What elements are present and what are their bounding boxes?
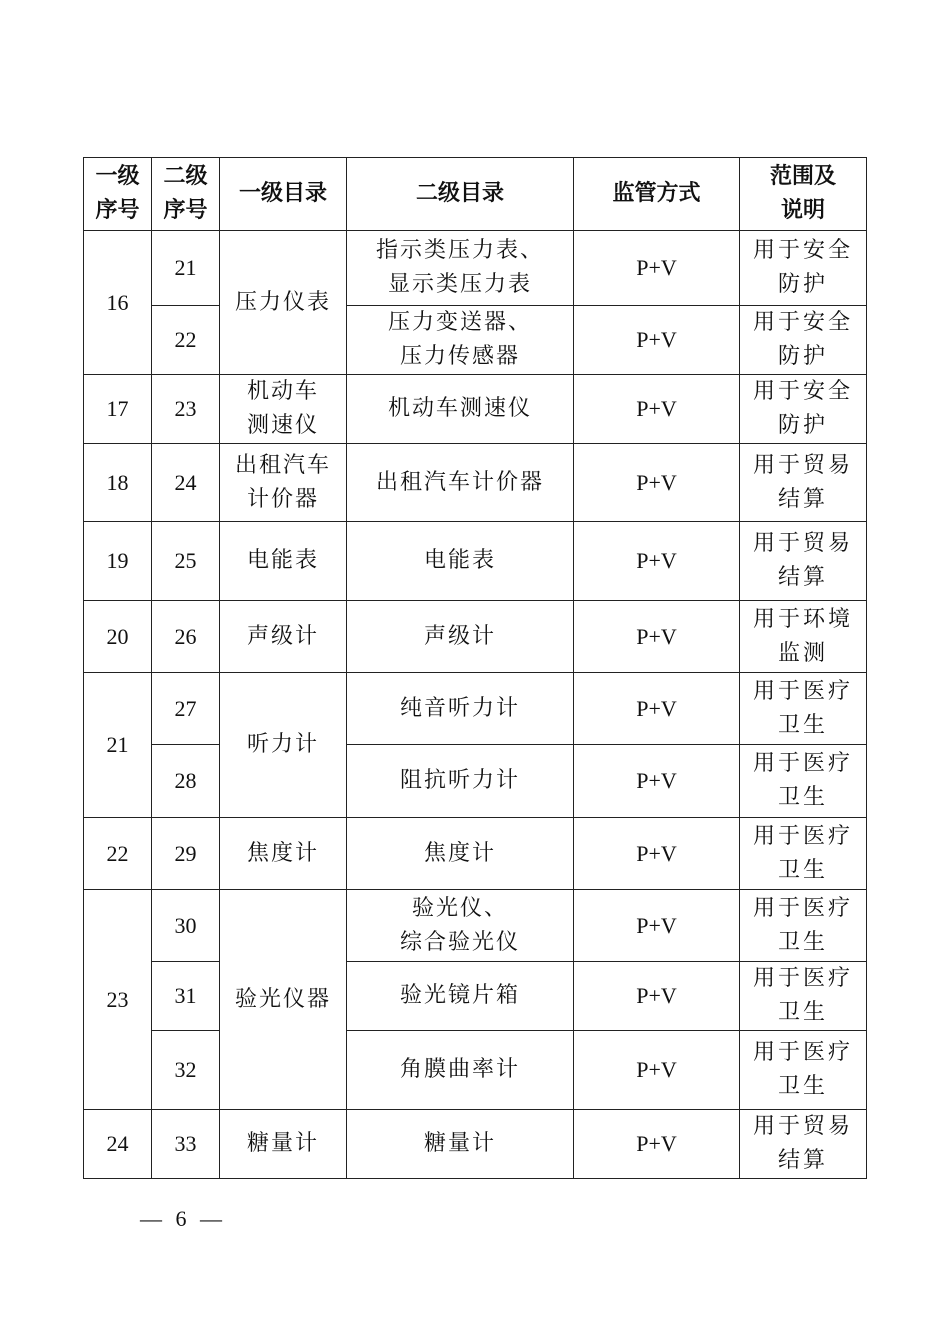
level1-no-cell: 22 — [84, 818, 152, 890]
supervision-cell: P+V — [574, 444, 740, 522]
level2-no-cell: 32 — [152, 1031, 220, 1110]
level1-no-cell: 16 — [84, 231, 152, 375]
table-row — [84, 601, 867, 673]
supervision-cell: P+V — [574, 673, 740, 745]
level1-no-cell: 17 — [84, 375, 152, 444]
supervision-cell: P+V — [574, 375, 740, 444]
header-supervision: 监管方式 — [574, 158, 740, 231]
scope-cell: 用于贸易 结算 — [740, 444, 867, 522]
supervision-cell: P+V — [574, 745, 740, 818]
table-row — [84, 818, 867, 890]
level1-catalog-cell: 验光仪器 — [220, 890, 347, 1110]
level1-no-cell: 23 — [84, 890, 152, 1110]
catalog-body — [84, 231, 867, 1179]
supervision-cell: P+V — [574, 231, 740, 306]
level1-catalog-cell: 焦度计 — [220, 818, 347, 890]
level1-catalog-cell: 机动车 测速仪 — [220, 375, 347, 444]
level2-catalog-cell: 机动车测速仪 — [347, 375, 574, 444]
header-level1-catalog: 一级目录 — [220, 158, 347, 231]
table-row — [84, 962, 867, 1031]
table-row — [84, 745, 867, 818]
table-row — [84, 673, 867, 745]
page-number: — 6 — — [140, 1206, 226, 1231]
scope-cell: 用于医疗 卫生 — [740, 745, 867, 818]
scope-cell: 用于医疗 卫生 — [740, 962, 867, 1031]
level2-no-cell: 31 — [152, 962, 220, 1031]
level1-no-cell: 24 — [84, 1110, 152, 1179]
supervision-cell: P+V — [574, 601, 740, 673]
table-row — [84, 231, 867, 306]
scope-cell: 用于医疗 卫生 — [740, 673, 867, 745]
supervision-cell: P+V — [574, 890, 740, 962]
level1-no-cell: 20 — [84, 601, 152, 673]
level2-no-cell: 30 — [152, 890, 220, 962]
level2-catalog-cell: 焦度计 — [347, 818, 574, 890]
header-level2-catalog: 二级目录 — [347, 158, 574, 231]
level2-catalog-cell: 验光镜片箱 — [347, 962, 574, 1031]
table-row — [84, 375, 867, 444]
table-row — [84, 306, 867, 375]
level2-catalog-cell: 电能表 — [347, 522, 574, 601]
scope-cell: 用于贸易 结算 — [740, 1110, 867, 1179]
supervision-cell: P+V — [574, 962, 740, 1031]
level2-no-cell: 33 — [152, 1110, 220, 1179]
level2-no-cell: 21 — [152, 231, 220, 306]
table-row — [84, 444, 867, 522]
header-row — [84, 158, 867, 231]
level1-catalog-cell: 压力仪表 — [220, 231, 347, 375]
level2-catalog-cell: 阻抗听力计 — [347, 745, 574, 818]
table-row — [84, 1031, 867, 1110]
catalog-table — [83, 157, 867, 1179]
level2-catalog-cell: 声级计 — [347, 601, 574, 673]
level2-no-cell: 23 — [152, 375, 220, 444]
level1-no-cell: 19 — [84, 522, 152, 601]
level2-catalog-cell: 出租汽车计价器 — [347, 444, 574, 522]
header-level1-no: 一级 序号 — [84, 158, 152, 231]
scope-cell: 用于医疗 卫生 — [740, 818, 867, 890]
level2-no-cell: 25 — [152, 522, 220, 601]
level2-no-cell: 22 — [152, 306, 220, 375]
table-row — [84, 522, 867, 601]
table-row — [84, 890, 867, 962]
level2-catalog-cell: 糖量计 — [347, 1110, 574, 1179]
scope-cell: 用于医疗 卫生 — [740, 890, 867, 962]
level2-no-cell: 26 — [152, 601, 220, 673]
header-scope: 范围及 说明 — [740, 158, 867, 231]
level2-catalog-cell: 压力变送器、 压力传感器 — [347, 306, 574, 375]
table-row — [84, 1110, 867, 1179]
level1-no-cell: 21 — [84, 673, 152, 818]
level2-catalog-cell: 纯音听力计 — [347, 673, 574, 745]
level2-no-cell: 28 — [152, 745, 220, 818]
level2-catalog-cell: 验光仪、 综合验光仪 — [347, 890, 574, 962]
level2-no-cell: 27 — [152, 673, 220, 745]
scope-cell: 用于安全 防护 — [740, 375, 867, 444]
level1-no-cell: 18 — [84, 444, 152, 522]
supervision-cell: P+V — [574, 818, 740, 890]
supervision-cell: P+V — [574, 306, 740, 375]
level1-catalog-cell: 声级计 — [220, 601, 347, 673]
scope-cell: 用于医疗 卫生 — [740, 1031, 867, 1110]
supervision-cell: P+V — [574, 1110, 740, 1179]
scope-cell: 用于安全 防护 — [740, 306, 867, 375]
level2-catalog-cell: 角膜曲率计 — [347, 1031, 574, 1110]
level1-catalog-cell: 糖量计 — [220, 1110, 347, 1179]
supervision-cell: P+V — [574, 1031, 740, 1110]
scope-cell: 用于安全 防护 — [740, 231, 867, 306]
scope-cell: 用于贸易 结算 — [740, 522, 867, 601]
level2-no-cell: 29 — [152, 818, 220, 890]
level2-catalog-cell: 指示类压力表、 显示类压力表 — [347, 231, 574, 306]
level1-catalog-cell: 出租汽车 计价器 — [220, 444, 347, 522]
header-level2-no: 二级 序号 — [152, 158, 220, 231]
supervision-cell: P+V — [574, 522, 740, 601]
level1-catalog-cell: 电能表 — [220, 522, 347, 601]
level2-no-cell: 24 — [152, 444, 220, 522]
scope-cell: 用于环境 监测 — [740, 601, 867, 673]
level1-catalog-cell: 听力计 — [220, 673, 347, 818]
